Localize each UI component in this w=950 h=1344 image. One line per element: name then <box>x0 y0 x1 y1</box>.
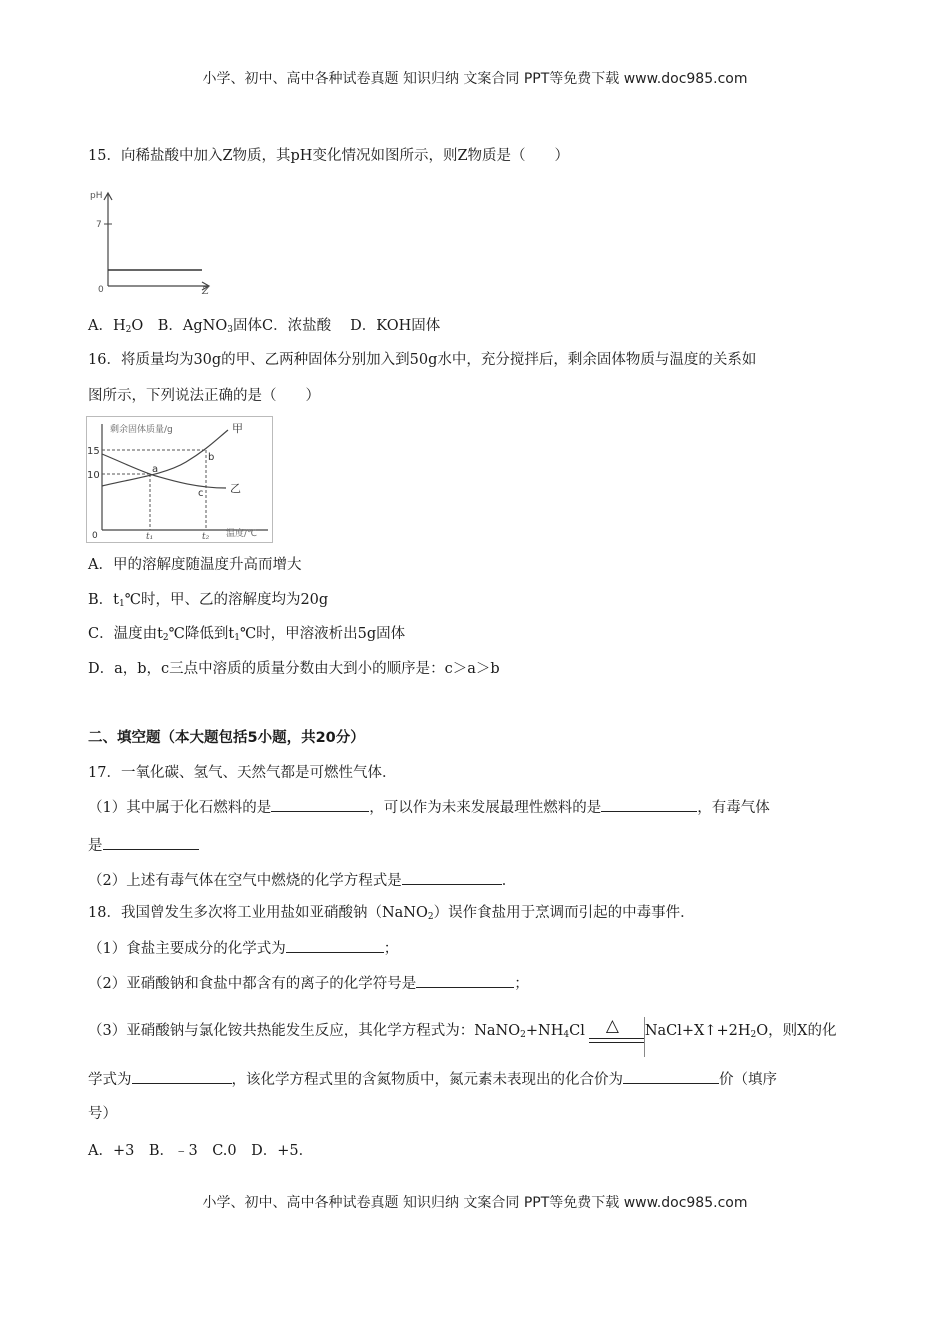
q18-p3-sub1: 2 <box>520 1030 526 1040</box>
q17-part2 <box>88 870 516 891</box>
q18-p3-text-f: 学式为 <box>88 1072 132 1088</box>
q17-part1-cont <box>88 835 199 856</box>
q16-label-yi: 乙 <box>230 482 241 495</box>
q16-x-label: 温度/℃ <box>226 529 258 539</box>
q16-figure-frame <box>87 417 273 543</box>
q18-p3-text-d: NaCl+X↑+2H <box>644 1023 751 1039</box>
q18-p1-text-a: （1）食盐主要成分的化学式为 <box>88 941 286 957</box>
q17-p1-text-d: 是 <box>88 838 103 854</box>
q18-blank-x-formula[interactable] <box>132 1069 232 1084</box>
q18-p3-text-h: 价（填序 <box>719 1072 777 1088</box>
q16-opt-c-mid: ℃降低到t <box>168 626 235 642</box>
page-footer: 小学、初中、高中各种试卷真题 知识归纳 文案合同 PPT等免费下载 www.doc985.com <box>202 1195 748 1211</box>
q18-blank-valence[interactable] <box>623 1069 719 1084</box>
q16-t1-label: t₁ <box>146 532 154 542</box>
q18-p3-sub2: 4 <box>563 1030 570 1040</box>
q16-point-a: a <box>152 464 159 475</box>
q17-blank-fossil-fuel[interactable] <box>271 797 369 812</box>
q16-stem-1: 16．将质量均为30g的甲、乙两种固体分别加入到50g水中，充分搅拌后，剩余固体物质与温度的关系如 <box>88 352 757 368</box>
q18-stem-pre: 18．我国曾发生多次将工业用盐如亚硝酸钠（NaNO <box>88 905 428 921</box>
equation-bar-bottom <box>589 1042 645 1043</box>
q16-option-d: D．a，b，c三点中溶质的质量分数由大到小的顺序是：c＞a＞b <box>88 661 500 677</box>
q16-stem-2: 图所示，下列说法正确的是（ ） <box>88 388 320 404</box>
q15-opt-rest: 固体C．浓盐酸 D．KOH固体 <box>232 318 441 334</box>
q18-p3-text-e: O，则X的化 <box>756 1023 837 1039</box>
q17-part1 <box>88 797 770 818</box>
page-header: 小学、初中、高中各种试卷真题 知识归纳 文案合同 PPT等免费下载 www.doc985.com <box>202 71 748 87</box>
equation-box-edge <box>644 1017 645 1057</box>
q16-opt-b-sub: 1 <box>118 599 125 609</box>
q16-option-b <box>88 590 328 614</box>
q18-p2-text-b: ； <box>514 976 529 992</box>
equation-bar-top <box>589 1038 645 1039</box>
q18-p3-sub3: 2 <box>750 1030 757 1040</box>
q18-blank-ion-symbol[interactable] <box>416 973 514 988</box>
q15-y-label: pH <box>90 191 103 201</box>
q16-tick-10: 10 <box>87 470 100 481</box>
q17-blank-toxic-gas[interactable] <box>103 835 199 850</box>
q18-stem-sub: 2 <box>427 912 434 922</box>
q18-stem <box>88 903 695 927</box>
q16-opt-c-pre: C．温度由t <box>88 626 163 642</box>
q18-p3-text-g: ，该化学方程式里的含氮物质中，氮元素未表现出的化合价为 <box>231 1072 623 1088</box>
q17-blank-equation[interactable] <box>402 870 502 885</box>
q18-stem-post: ）误作食盐用于烹调而引起的中毒事件． <box>433 905 695 921</box>
q16-option-c <box>88 624 405 648</box>
q18-part2 <box>88 973 529 994</box>
q15-opt-b-sub: 3 <box>227 325 233 335</box>
q18-part3-cont <box>88 1069 777 1090</box>
q16-opt-b-pre: B．t <box>88 592 119 608</box>
q18-p3-text-b: +NH <box>525 1023 564 1039</box>
q16-solubility-figure <box>86 416 276 544</box>
q16-point-c: c <box>198 488 204 499</box>
q17-p1-text-c: ，有毒气体 <box>697 800 770 816</box>
q16-point-b: b <box>208 452 215 463</box>
q16-origin: 0 <box>92 531 98 541</box>
q18-part1 <box>88 938 398 959</box>
q18-p3-text-c: Cl <box>569 1023 585 1039</box>
q15-opt-a-sub: 2 <box>125 325 132 335</box>
q15-opt-b-pre: O B．AgNO <box>131 318 228 334</box>
q16-label-jia: 甲 <box>232 422 243 435</box>
q16-t2-label: t₂ <box>202 532 210 542</box>
q15-tick-7-label: 7 <box>96 220 102 230</box>
section-2-title: 二、填空题（本大题包括5小题，共20分） <box>88 730 365 746</box>
q18-heat-condition <box>585 1016 645 1039</box>
q16-opt-c-post: ℃时，甲溶液析出5g固体 <box>239 626 406 642</box>
q16-opt-c-sub2: 1 <box>234 633 240 643</box>
q17-p2-text-a: （2）上述有毒气体在空气中燃烧的化学方程式是 <box>88 873 402 889</box>
q15-ph-figure <box>88 186 248 298</box>
q15-opt-a-pre: A．H <box>88 318 126 334</box>
q18-part3 <box>88 1016 837 1045</box>
q16-tick-15: 15 <box>87 446 100 457</box>
q16-y-label: 剩余固体质量/g <box>110 425 173 435</box>
q16-opt-c-sub1: 2 <box>162 633 169 643</box>
q16-opt-b-post: ℃时，甲、乙的溶解度均为20g <box>124 592 329 608</box>
q17-blank-ideal-fuel[interactable] <box>601 797 697 812</box>
q17-stem: 17．一氧化碳、氢气、天然气都是可燃性气体． <box>88 765 397 781</box>
q16-option-a: A．甲的溶解度随温度升高而增大 <box>88 557 302 573</box>
q18-p1-text-b: ； <box>383 941 399 957</box>
q15-origin-label: 0 <box>98 285 104 295</box>
q17-p1-text-a: （1）其中属于化石燃料的是 <box>88 800 272 816</box>
q18-p3-text-a: （3）亚硝酸钠与氯化铵共热能发生反应，其化学方程式为：NaNO <box>88 1023 521 1039</box>
q18-blank-salt-formula[interactable] <box>286 938 384 953</box>
q17-p2-text-b: ． <box>501 873 517 889</box>
q15-options <box>88 316 440 340</box>
q15-stem: 15．向稀盐酸中加入Z物质，其pH变化情况如图所示，则Z物质是（ ） <box>88 148 570 164</box>
q18-choices: A．+3 B．﹣3 C.0 D．+5． <box>88 1143 314 1159</box>
delta-icon: △ <box>605 1016 619 1036</box>
q15-x-label: Z <box>202 286 209 297</box>
q17-p1-text-b: ，可以作为未来发展最理性燃料的是 <box>369 800 602 816</box>
q18-part3-end: 号） <box>88 1106 117 1122</box>
q18-p2-text-a: （2）亚硝酸钠和食盐中都含有的离子的化学符号是 <box>88 976 417 992</box>
